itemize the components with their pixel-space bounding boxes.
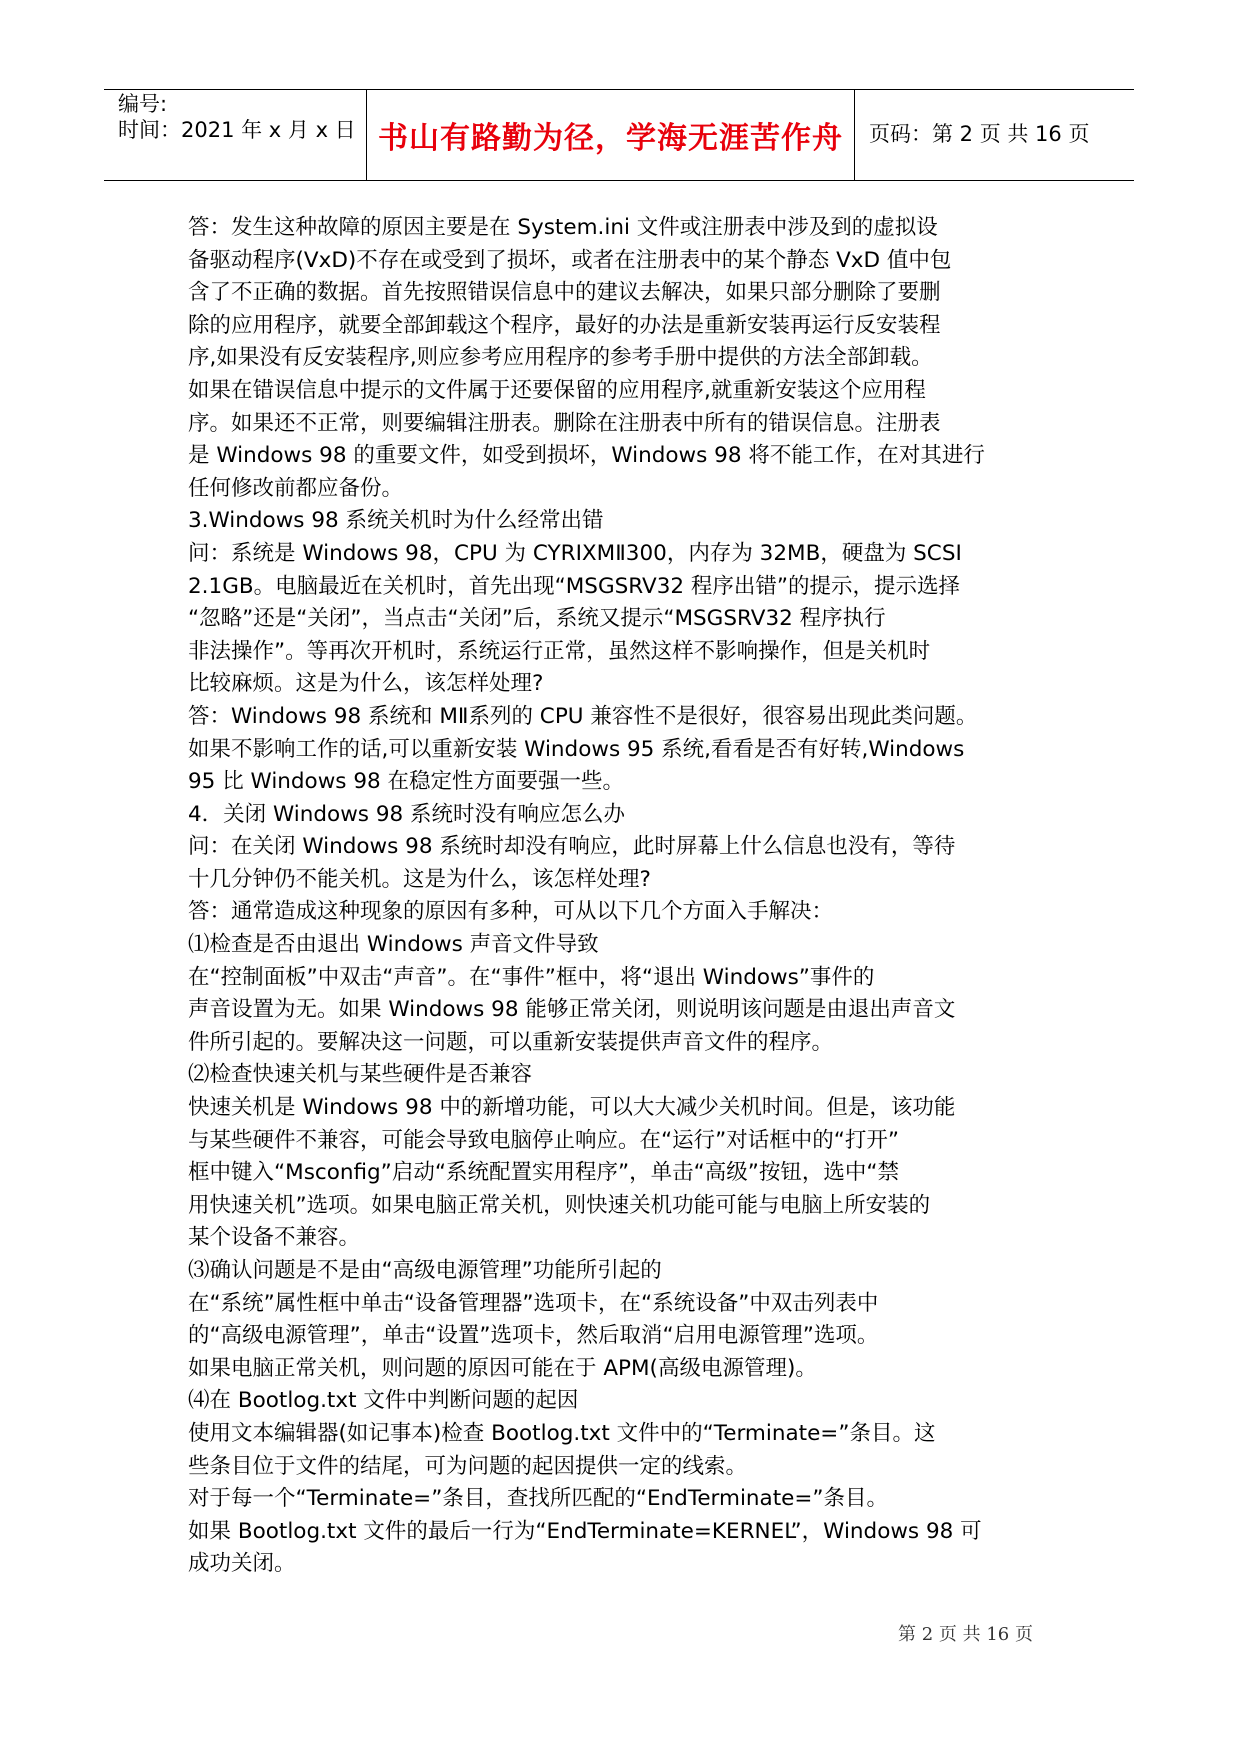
page-footer: 第 2 页 共 16 页	[898, 1624, 1033, 1645]
body-line: 的“高级电源管理”，单击“设置”选项卡，然后取消“启用电源管理”选项。	[188, 1323, 879, 1349]
body-line: 4．关闭 Windows 98 系统时没有响应怎么办	[188, 801, 626, 827]
body-line: 比较麻烦。这是为什么，该怎样处理?	[188, 671, 544, 697]
body-line: 问：系统是 Windows 98，CPU 为 CYRIXMⅡ300，内存为 32MB，硬盘为 SCSI	[188, 540, 962, 566]
body-line: 在“系统”属性框中单击“设备管理器”选项卡，在“系统设备”中双击列表中	[188, 1290, 879, 1316]
body-line: 些条目位于文件的结尾，可为问题的起因提供一定的线索。	[188, 1453, 748, 1479]
header-page-info: 页码：第 2 页 共 16 页	[869, 122, 1090, 147]
body-line: 在“控制面板”中双击“声音”。在“事件”框中，将“退出 Windows”事件的	[188, 964, 875, 990]
body-line: 快速关机是 Windows 98 中的新增功能，可以大大减少关机时间。但是，该功能	[188, 1095, 956, 1121]
body-line: 某个设备不兼容。	[188, 1225, 361, 1251]
serial-number-label: 编号:	[118, 92, 168, 116]
body-line: 对于每一个“Terminate=”条目，查找所匹配的“EndTerminate=”条目。	[188, 1486, 889, 1512]
body-line: ⑷在 Bootlog.txt 文件中判断问题的起因	[188, 1388, 579, 1414]
body-line: ⑵检查快速关机与某些硬件是否兼容	[188, 1062, 533, 1088]
body-line: ⑴检查是否由退出 Windows 声音文件导致	[188, 932, 599, 958]
body-line: 如果电脑正常关机，则问题的原因可能在于 APM(高级电源管理)。	[188, 1355, 817, 1381]
body-line: 任何修改前都应备份。	[188, 475, 404, 501]
header-motto-cell	[367, 90, 855, 180]
body-line: 答：通常造成这种现象的原因有多种，可从以下几个方面入手解决：	[188, 899, 834, 925]
body-text	[188, 212, 1068, 1581]
body-line: 是 Windows 98 的重要文件，如受到损坏，Windows 98 将不能工作，在对其进行	[188, 443, 985, 469]
body-line: 如果不影响工作的话,可以重新安装 Windows 95 系统,看看是否有好转,Windows	[188, 736, 965, 762]
header-left-cell	[104, 90, 367, 180]
body-line: 声音设置为无。如果 Windows 98 能够正常关闭，则说明该问题是由退出声音文	[188, 997, 956, 1023]
body-line: 序,如果没有反安装程序,则应参考应用程序的参考手册中提供的方法全部卸载。	[188, 345, 933, 371]
page-header	[104, 89, 1134, 181]
header-motto: 书山有路勤为径，学海无涯苦作舟	[378, 121, 843, 156]
body-line: 答：发生这种故障的原因主要是在 System.ini 文件或注册表中涉及到的虚拟设	[188, 215, 938, 240]
body-line: 使用文本编辑器(如记事本)检查 Bootlog.txt 文件中的“Terminate=”条目。这	[188, 1420, 936, 1446]
body-line: 如果 Bootlog.txt 文件的最后一行为“EndTerminate=KERNEL”，Windows 98 可	[188, 1518, 982, 1544]
body-line: 件所引起的。要解决这一问题，可以重新安装提供声音文件的程序。	[188, 1029, 834, 1055]
body-line: 框中键入“Msconfig”启动“系统配置实用程序”，单击“高级”按钮，选中“禁	[188, 1160, 900, 1186]
body-line: 2.1GB。电脑最近在关机时，首先出现“MSGSRV32 程序出错”的提示，提示选择	[188, 573, 961, 599]
body-line: 除的应用程序，就要全部卸载这个程序，最好的办法是重新安装再运行反安装程	[188, 312, 941, 338]
header-page-cell	[855, 90, 1134, 180]
date-line: 时间：2021 年 x 月 x 日	[118, 118, 356, 142]
body-line: 问：在关闭 Windows 98 系统时却没有响应，此时屏幕上什么信息也没有，等待	[188, 834, 956, 860]
body-line: “忽略”还是“关闭”，当点击“关闭”后，系统又提示“MSGSRV32 程序执行	[188, 606, 886, 632]
body-line: 序。如果还不正常，则要编辑注册表。删除在注册表中所有的错误信息。注册表	[188, 410, 941, 436]
body-line: 答：Windows 98 系统和 MⅡ系列的 CPU 兼容性不是很好，很容易出现此类问题。	[188, 703, 978, 729]
body-line: 95 比 Windows 98 在稳定性方面要强一些。	[188, 769, 625, 795]
body-line: 成功关闭。	[188, 1551, 296, 1577]
body-line: 与某些硬件不兼容，可能会导致电脑停止响应。在“运行”对话框中的“打开”	[188, 1127, 900, 1153]
body-line: 十几分钟仍不能关机。这是为什么，该怎样处理?	[188, 866, 651, 892]
body-line: 含了不正确的数据。首先按照错误信息中的建议去解决，如果只部分删除了要删	[188, 280, 941, 306]
body-line: 3.Windows 98 系统关机时为什么经常出错	[188, 508, 604, 534]
body-line: ⑶确认问题是不是由“高级电源管理”功能所引起的	[188, 1258, 662, 1283]
body-line: 备驱动程序(VxD)不存在或受到了损坏，或者在注册表中的某个静态 VxD 值中包	[188, 247, 952, 273]
body-line: 非法操作”。等再次开机时，系统运行正常，虽然这样不影响操作，但是关机时	[188, 638, 931, 664]
body-line: 如果在错误信息中提示的文件属于还要保留的应用程序,就重新安装这个应用程	[188, 377, 926, 403]
body-line: 用快速关机”选项。如果电脑正常关机，则快速关机功能可能与电脑上所安装的	[188, 1192, 931, 1218]
